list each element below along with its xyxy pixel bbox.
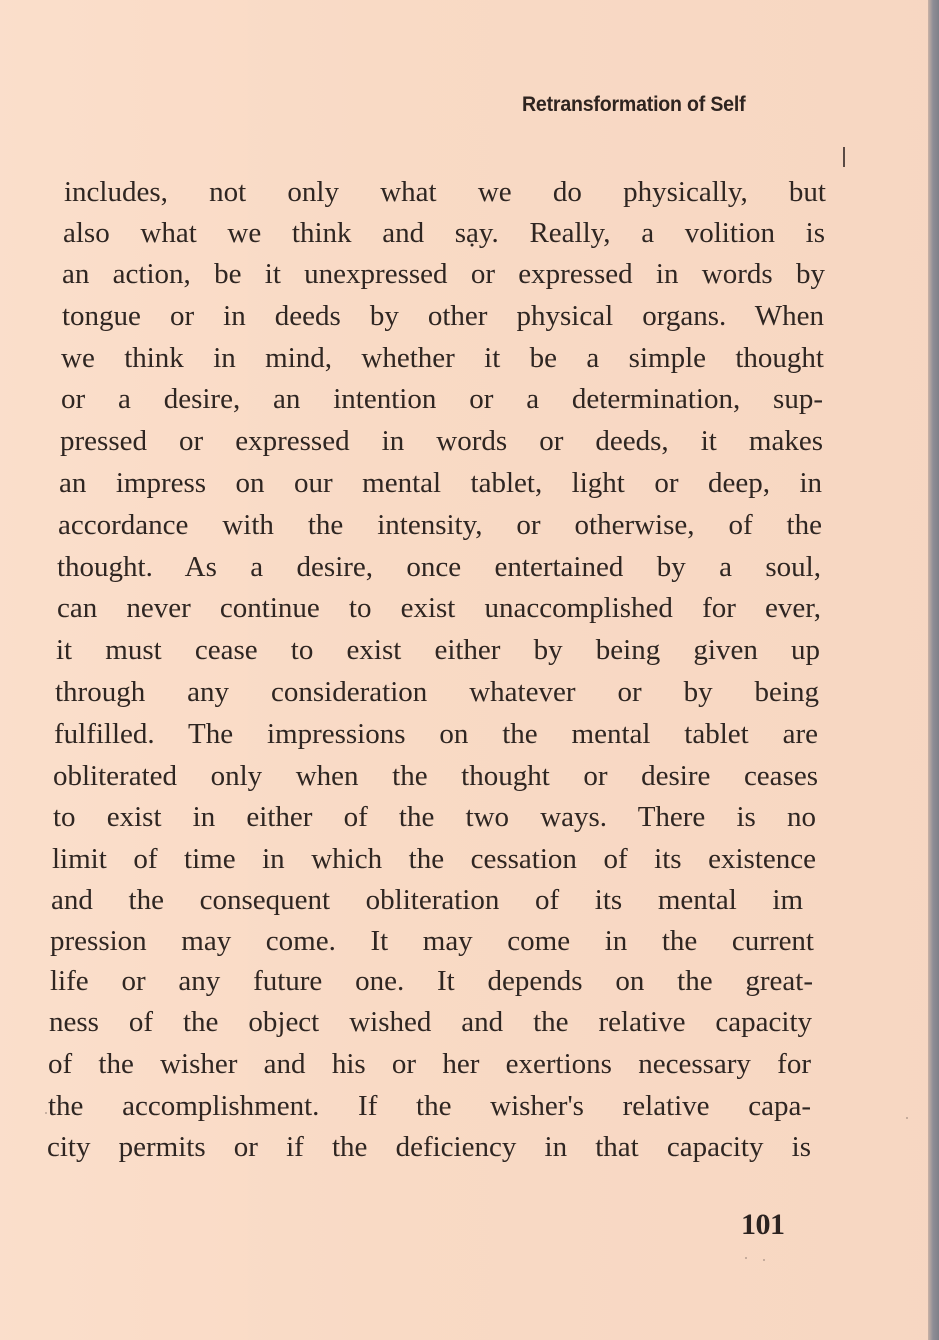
text-line: to exist in either of the two ways. There is no — [53, 801, 816, 833]
text-line: obliterated only when the thought or desire ceases — [53, 760, 818, 792]
running-head: Retransformation of Self — [522, 93, 746, 116]
text-line: fulfilled. The impressions on the mental tablet are — [54, 718, 818, 750]
text-line: accordance with the intensity, or otherwise, of the — [58, 509, 822, 541]
paper-speck — [745, 1257, 747, 1259]
text-line: pression may come. It may come in the current — [50, 925, 814, 957]
text-line: thought. As a desire, once entertained by a soul, — [57, 551, 821, 583]
text-line: we think in mind, whether it be a simple thought — [61, 342, 824, 374]
page-number: 101 — [741, 1208, 785, 1241]
text-line: tongue or in deeds by other physical organs. When — [62, 300, 824, 332]
text-line: through any consideration whatever or by being — [55, 676, 819, 708]
text-line: it must cease to exist either by being given up — [56, 634, 820, 666]
text-line: can never continue to exist unaccomplished for ever, — [57, 592, 821, 624]
text-line: and the consequent obliteration of its mental im — [51, 884, 803, 916]
paper-speck — [763, 1259, 765, 1261]
paper-speck — [906, 1117, 908, 1119]
text-line: also what we think and sạy. Really, a volition is — [63, 217, 825, 249]
paper-speck — [45, 1112, 47, 1114]
text-line: an impress on our mental tablet, light or deep, in — [59, 467, 822, 499]
text-line: of the wisher and his or her exertions necessary for — [48, 1048, 811, 1080]
text-line: city permits or if the deficiency in that capacity is — [47, 1131, 811, 1163]
text-line: an action, be it unexpressed or expressed in words by — [62, 258, 825, 290]
margin-mark — [843, 147, 845, 167]
text-line: or a desire, an intention or a determination, sup- — [61, 383, 823, 415]
page-edge — [928, 0, 939, 1340]
text-line: life or any future one. It depends on the great- — [50, 965, 813, 997]
text-line: ness of the object wished and the relative capacity — [49, 1006, 812, 1038]
text-line: the accomplishment. If the wisher's relative capa- — [48, 1090, 811, 1122]
text-line: limit of time in which the cessation of its existence — [52, 843, 816, 875]
text-line: pressed or expressed in words or deeds, it makes — [60, 425, 823, 457]
text-line: includes, not only what we do physically, but — [64, 176, 826, 208]
